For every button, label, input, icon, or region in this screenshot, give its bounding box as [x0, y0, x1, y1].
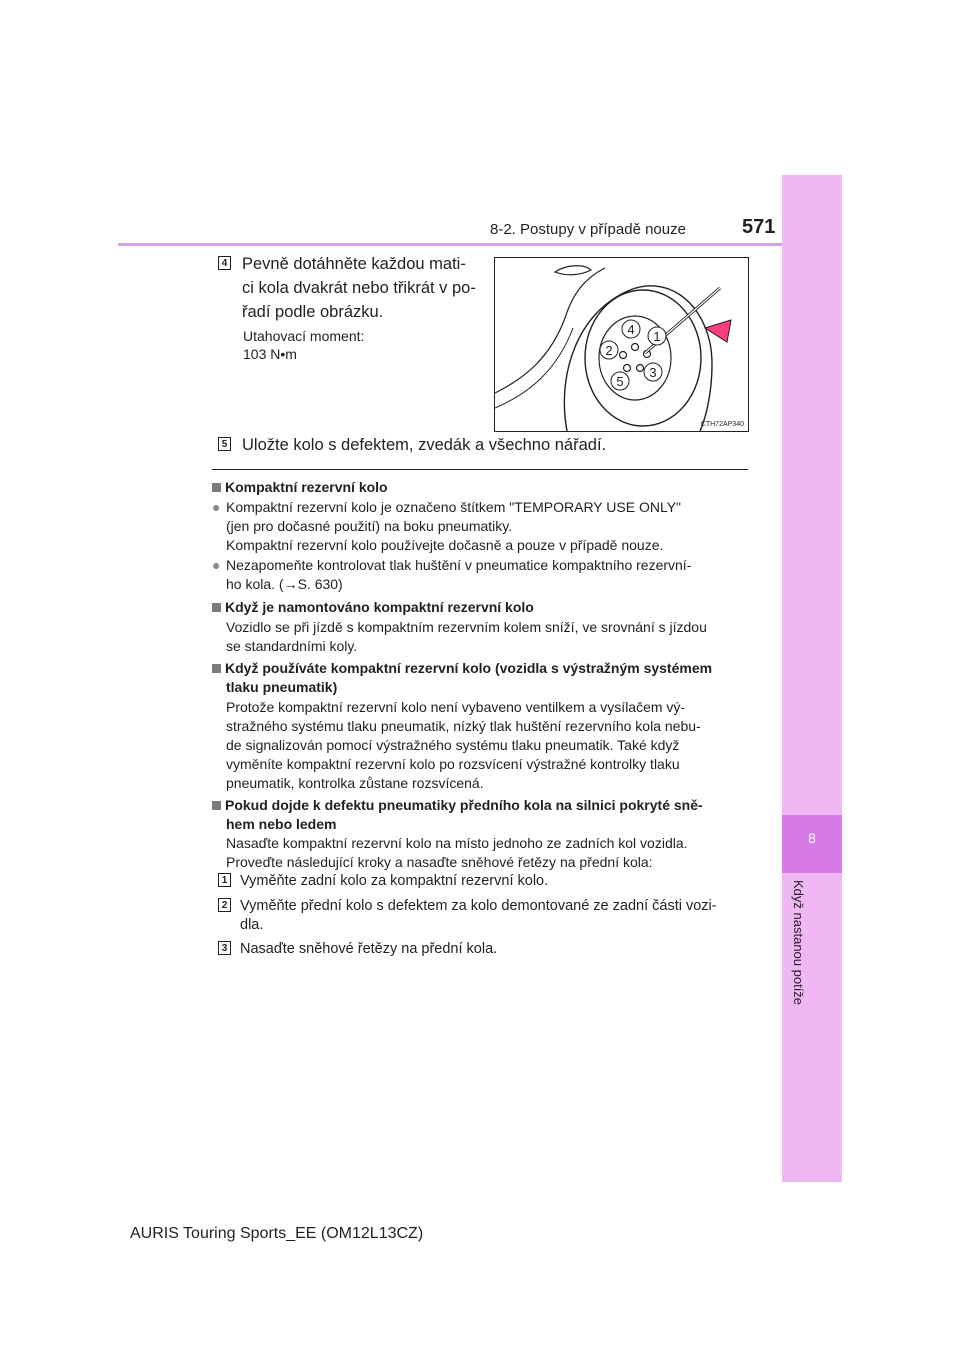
square-bullet-icon: [212, 603, 221, 612]
section-heading: Kompaktní rezervní kolo: [212, 478, 388, 497]
bullet-dot-icon: ●: [212, 499, 221, 515]
callout-5: 5: [616, 374, 624, 389]
wheel-nut-tightening-figure: [494, 257, 749, 432]
section-body: Protože kompaktní rezervní kolo není vybaveno ventilkem a vysílačem vý- stražného systému tlaku pneumatik, nízký tlak huštění rezervního kola nebu- de signalizován pomocí výstražného systému tlaku pneumatik. Také když vyměníte kompaktní rezervní kolo po rozsvícení výstražné kontrolky tlaku pneumatik, kontrolka zůstane rozsvícená.: [226, 699, 701, 791]
section-title: 8-2. Postupy v případě nouze: [490, 221, 686, 238]
step-number: 2: [218, 898, 231, 912]
square-bullet-icon: [212, 664, 221, 673]
callout-1: 1: [653, 329, 661, 344]
section-body: Vozidlo se při jízdě s kompaktním rezervním kolem sníží, ve srovnání s jízdou se standardními koly.: [226, 619, 707, 654]
chapter-tab: [782, 175, 842, 1182]
header-rule: [118, 243, 782, 246]
bullet-item: ● Nezapomeňte kontrolovat tlak huštění v pneumatice kompaktního rezervní- ho kola. (→S. 630): [212, 557, 692, 592]
nut-sequence-callouts: [495, 258, 748, 431]
page-number: 571: [742, 216, 776, 238]
bullet-dot-icon: ●: [212, 557, 221, 573]
step-number: 1: [218, 873, 231, 887]
section-heading: Když je namontováno kompaktní rezervní kolo: [212, 598, 534, 617]
footer-model: AURIS Touring Sports_EE (OM12L13CZ): [130, 1225, 424, 1242]
step-number: 4: [218, 256, 231, 270]
torque-info: Utahovací moment: 103 N•m: [243, 328, 365, 362]
callout-4: 4: [627, 322, 635, 337]
step-text: Vyměňte zadní kolo za kompaktní rezervní kolo.: [240, 873, 549, 889]
step-text: Uložte kolo s defektem, zvedák a všechno nářadí.: [242, 436, 607, 454]
square-bullet-icon: [212, 483, 221, 492]
square-bullet-icon: [212, 801, 221, 810]
section-heading: Když používáte kompaktní rezervní kolo (vozidla s výstražným systémem tlaku pneumatik): [212, 659, 752, 697]
callout-3: 3: [649, 365, 657, 380]
step-number: 5: [218, 437, 231, 451]
callout-2: 2: [605, 343, 613, 358]
figure-code: CTH72AP340: [700, 421, 744, 428]
chapter-label: Když nastanou potíže: [791, 880, 806, 1006]
section-body: Nasaďte kompaktní rezervní kolo na místo jednoho ze zadních kol vozidla. Proveďte následující kroky a nasaďte sněhové řetězy na přední kola:: [226, 835, 688, 870]
chapter-number: 8: [808, 830, 816, 846]
step-text: Vyměňte přední kolo s defektem za kolo demontované ze zadní části vozi- dla.: [240, 898, 717, 933]
step-number: 3: [218, 941, 231, 955]
step-text: Pevně dotáhněte každou mati- ci kola dvakrát nebo třikrát v po- řadí podle obrázku.: [242, 255, 476, 321]
step-text: Nasaďte sněhové řetězy na přední kola.: [240, 941, 498, 957]
bullet-item: ● Kompaktní rezervní kolo je označeno štítkem "TEMPORARY USE ONLY" (jen pro dočasné použití) na boku pneumatiky. Kompaktní rezervní kolo používejte dočasně a pouze v případě nouze.: [212, 499, 682, 553]
section-heading: Pokud dojde k defektu pneumatiky předního kola na silnici pokryté sně- hem nebo ledem: [212, 796, 752, 834]
section-divider: [212, 469, 748, 470]
